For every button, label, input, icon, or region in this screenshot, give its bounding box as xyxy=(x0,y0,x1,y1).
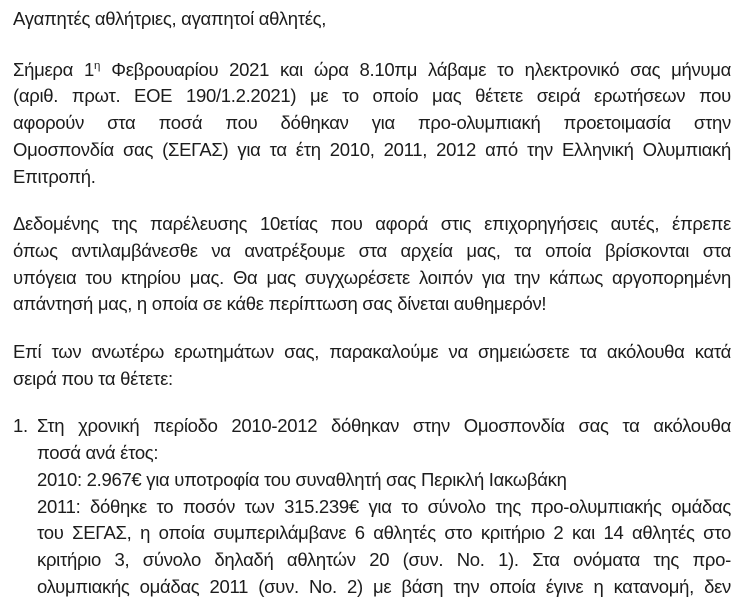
salutation-line: Αγαπητές αθλήτριες, αγαπητοί αθλητές, xyxy=(13,8,327,29)
paragraph-questions-intro xyxy=(13,339,731,392)
text-line: κριτήριο 3, σύνολο δηλαδή αθλητών 20 (συν. Νο. 1). Στα ονόματα της προ- xyxy=(37,548,731,570)
text-line: όπως αντιλαμβάνεσθε να ανατρέξουμε στα αρχεία μας, τα οποία βρίσκονται στα xyxy=(13,239,731,261)
text-line: Δεδομένης της παρέλευσης 10ετίας που αφορά στις επιχορηγήσεις αυτές, έπρεπε xyxy=(13,213,731,235)
text-line: 2010: 2.967€ για υποτροφία του συναθλητή σας Περικλή Ιακωβάκη xyxy=(37,468,567,490)
text-line: (αριθ. πρωτ. ΕΟΕ 190/1.2.2021) με το οποίο μας θέτετε σειρά ερωτήσεων που xyxy=(13,85,731,107)
text-line: ολυμπιακής ομάδας 2011 (συν. Νο. 2) με βάση την οποία έγινε η κατανομή, δεν xyxy=(37,575,731,597)
ordinal-superscript: η xyxy=(93,59,101,72)
paragraph-apology xyxy=(13,211,731,318)
numbered-item-1 xyxy=(13,413,731,600)
item-number: 1. xyxy=(13,415,28,437)
text-line: 2011: δόθηκε το ποσόν των 315.239€ για το σύνολο της προ-ολυμπιακής ομάδας xyxy=(37,495,731,517)
text-line: Ομοσπονδία σας (ΣΕΓΑΣ) για τα έτη 2010, 2011, 2012 από την Ελληνική Ολυμπιακή xyxy=(13,138,731,160)
text-line: υπόγεια του κτηρίου μας. Θα μας συγχωρέσετε λοιπόν για την κάπως αργοπορημένη xyxy=(13,266,731,288)
text-line: Επιτροπή. xyxy=(13,165,96,187)
text-line xyxy=(13,57,731,84)
text-line: Στη χρονική περίοδο 2010-2012 δόθηκαν στην Ομοσπονδία σας τα ακόλουθα xyxy=(37,415,731,437)
text-line: ποσά ανά έτος: xyxy=(37,442,159,464)
text-line: απάντησή μας, η οποία σε κάθε περίπτωση σας δίνεται αυθημερόν! xyxy=(13,293,547,315)
paragraph-intro xyxy=(13,57,731,191)
text-line: σειρά που τα θέτετε: xyxy=(13,367,173,389)
text-line: αφορούν στα ποσά που δόθηκαν για προ-ολυμπιακή προετοιμασία στην xyxy=(13,112,731,134)
text-line: του ΣΕΓΑΣ, η οποία συμπεριλάμβανε 6 αθλητές στο κριτήριο 2 και 14 αθλητές στο xyxy=(37,522,731,544)
date-line-prefix: Σήμερα 1 xyxy=(13,58,94,80)
date-line-suffix: Φεβρουαρίου 2021 και ώρα 8.10πμ λάβαμε το ηλεκτρονικό σας μήνυμα xyxy=(100,58,732,80)
text-line: Επί των ανωτέρω ερωτημάτων σας, παρακαλούμε να σημειώσετε τα ακόλουθα κατά xyxy=(13,341,731,363)
